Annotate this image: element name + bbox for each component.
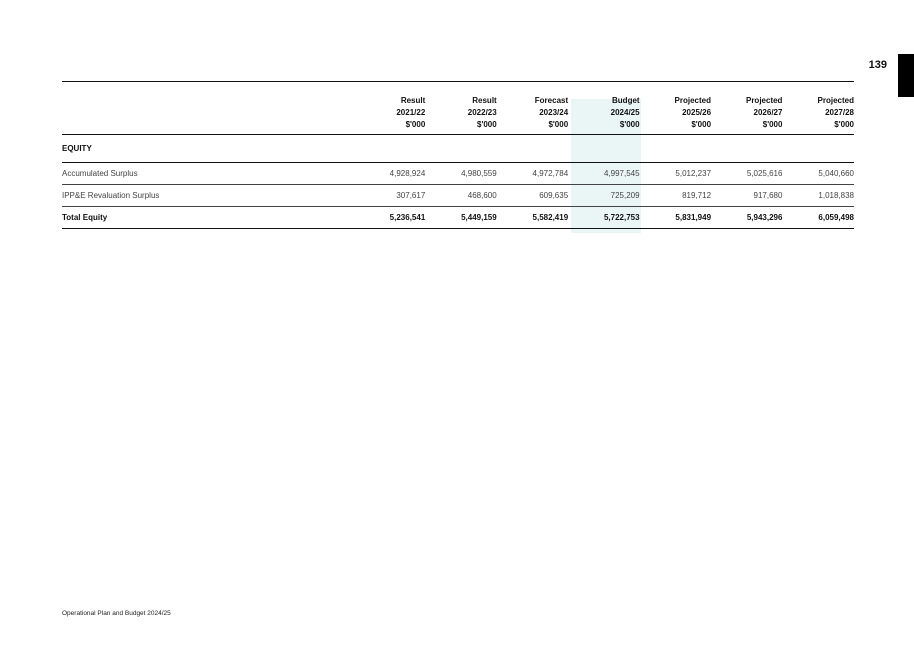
- column-header-result-2022-23: Result 2022/23 $'000: [467, 96, 497, 129]
- row-label: IPP&E Revaluation Surplus: [62, 185, 354, 207]
- table-cell: 1,018,838: [782, 185, 854, 207]
- table-cell: 4,997,545: [568, 163, 639, 185]
- total-cell: 5,449,159: [425, 207, 496, 229]
- column-header-budget-2024-25: Budget 2024/25 $'000: [610, 96, 640, 129]
- equity-table: [62, 81, 854, 229]
- table-cell: 5,040,660: [782, 163, 854, 185]
- row-label: Accumulated Surplus: [62, 163, 354, 185]
- column-header-forecast-2023-24: Forecast 2023/24 $'000: [534, 96, 569, 129]
- column-header-projected-2025-26: Projected 2025/26 $'000: [674, 96, 712, 129]
- total-row: [62, 207, 854, 229]
- section-row-equity: [62, 135, 854, 163]
- total-cell: 6,059,498: [782, 207, 854, 229]
- table-cell: 917,680: [711, 185, 782, 207]
- header-label-cell: [62, 82, 354, 135]
- table-row: [62, 163, 854, 185]
- total-label: Total Equity: [62, 207, 354, 229]
- table-cell: 4,980,559: [425, 163, 496, 185]
- total-cell: 5,831,949: [640, 207, 711, 229]
- table-header-row: [62, 82, 854, 135]
- table-cell: 5,025,616: [711, 163, 782, 185]
- table-cell: 4,928,924: [354, 163, 425, 185]
- page-number: 139: [868, 59, 887, 71]
- table-cell: 468,600: [425, 185, 496, 207]
- column-header-projected-2027-28: Projected 2027/28 $'000: [817, 96, 854, 129]
- column-header-result-2021-22: Result 2021/22 $'000: [396, 96, 426, 129]
- page-footer: Operational Plan and Budget 2024/25: [62, 610, 171, 617]
- section-tab-marker: [898, 54, 914, 97]
- table-cell: 307,617: [354, 185, 425, 207]
- table-cell: 4,972,784: [497, 163, 568, 185]
- table-cell: 609,635: [497, 185, 568, 207]
- table-row: [62, 185, 854, 207]
- column-header-projected-2026-27: Projected 2026/27 $'000: [745, 96, 783, 129]
- total-cell: 5,236,541: [354, 207, 425, 229]
- table-cell: 725,209: [568, 185, 639, 207]
- total-cell: 5,943,296: [711, 207, 782, 229]
- table-cell: 819,712: [640, 185, 711, 207]
- total-cell: 5,722,753: [568, 207, 639, 229]
- table-cell: 5,012,237: [640, 163, 711, 185]
- section-title: EQUITY: [62, 135, 354, 163]
- total-cell: 5,582,419: [497, 207, 568, 229]
